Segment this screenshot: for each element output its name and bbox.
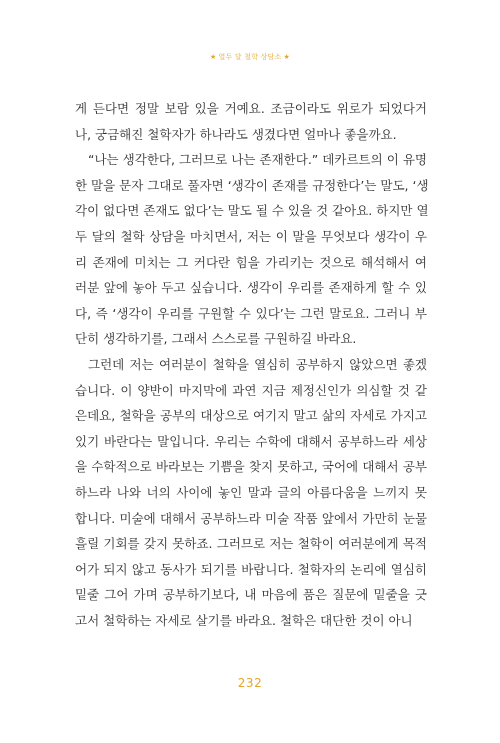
text-line	[75, 173, 427, 199]
text-line-content: 리 존재에 미치는 그 커다란 힘을 가리키는 것으로 해석해서 여	[75, 254, 427, 270]
text-line-content: 하느라 나와 너의 사이에 놓인 말과 글의 아름다움을 느끼지 못	[75, 484, 427, 500]
body-text	[75, 96, 427, 633]
text-line-content: 나, 궁금해진 철학자가 하나라도 생겼다면 얼마나 좋을까요.	[75, 126, 397, 142]
text-line	[75, 275, 427, 301]
text-line	[75, 224, 427, 250]
running-header	[0, 53, 500, 62]
text-line	[75, 608, 427, 634]
text-line	[75, 352, 427, 378]
text-line-content: 은데요, 철학을 공부의 대상으로 여기지 말고 삶의 자세로 가지고	[75, 408, 427, 424]
text-line	[75, 301, 427, 327]
star-icon: ★	[283, 53, 290, 61]
text-line	[75, 403, 427, 429]
page-number: 232	[237, 676, 263, 690]
text-line-content: 한 말을 문자 그대로 풀자면 ‘생각이 존재를 규정한다’는 말도, ‘생	[75, 177, 429, 193]
text-line-content: 게 든다면 정말 보람 있을 거예요. 조금이라도 위로가 되었다거	[75, 101, 427, 116]
text-line	[75, 326, 427, 352]
text-line-content: 흘릴 기회를 갖지 못하죠. 그러므로 저는 철학이 여러분에게 목적	[75, 536, 427, 552]
text-line-content: 합니다. 미술에 대해서 공부하느라 미술 작품 앞에서 가만히 눈물	[75, 510, 427, 526]
text-line	[75, 122, 427, 148]
text-line-content: 그런데 저는 여러분이 철학을 열심히 공부하지 않았으면 좋겠	[88, 356, 427, 372]
text-line-content: 을 수학적으로 바라보는 기쁨을 찾지 못하고, 국어에 대해서 공부	[75, 459, 427, 475]
text-line-content: 러분 앞에 놓아 두고 싶습니다. 생각이 우리를 존재하게 할 수 있	[75, 280, 427, 296]
text-line	[75, 429, 427, 455]
text-line-content: “나는 생각한다, 그러므로 나는 존재한다.” 데카르트의 이 유명	[88, 152, 427, 168]
running-header-title: 열두 달 철학 상담소	[218, 53, 282, 61]
text-line-content: 두 달의 철학 상담을 마치면서, 저는 이 말을 무엇보다 생각이 우	[75, 228, 427, 244]
text-line	[75, 582, 427, 608]
text-line-content: 습니다. 이 양반이 마지막에 과연 지금 제정신인가 의심할 것 같	[75, 382, 427, 398]
text-line	[75, 250, 427, 276]
text-line-content: 밑줄 그어 가며 공부하기보다, 내 마음에 품은 질문에 밑줄을 긋	[75, 587, 427, 603]
text-line-content: 단히 생각하기를, 그래서 스스로를 구원하길 바라요.	[75, 331, 357, 347]
text-line	[75, 147, 427, 173]
text-line-content: 고서 철학하는 자세로 살기를 바라요. 철학은 대단한 것이 아니	[75, 612, 413, 628]
text-line	[75, 378, 427, 404]
text-line	[75, 531, 427, 557]
paragraph	[75, 147, 427, 352]
text-line	[75, 454, 427, 480]
paragraph	[75, 352, 427, 634]
text-line	[75, 480, 427, 506]
star-icon: ★	[210, 53, 217, 61]
text-line-content: 다, 즉 ‘생각이 우리를 구원할 수 있다’는 그런 말로요. 그러니 부	[75, 305, 427, 321]
paragraph	[75, 96, 427, 147]
text-line	[75, 96, 427, 122]
text-line	[75, 557, 427, 583]
text-line-content: 어가 되지 않고 동사가 되기를 바랍니다. 철학자의 논리에 열심히	[75, 561, 427, 577]
text-line	[75, 506, 427, 532]
text-line-content: 있기 바란다는 말입니다. 우리는 수학에 대해서 공부하느라 세상	[75, 433, 427, 449]
text-line-content: 각이 없다면 존재도 없다’는 말도 될 수 있을 것 같아요. 하지만 열	[75, 203, 429, 219]
text-line	[75, 198, 427, 224]
